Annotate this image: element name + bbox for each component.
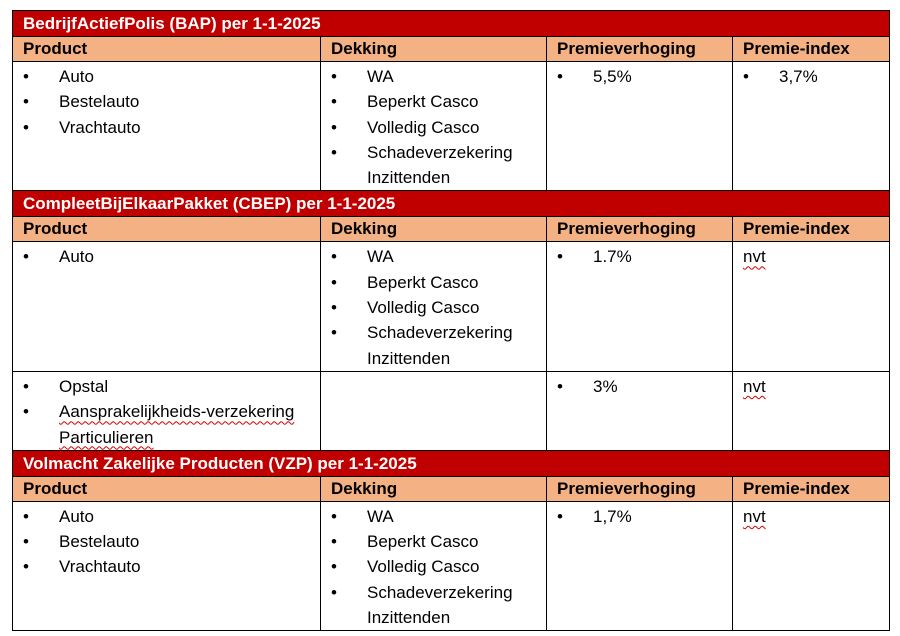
section-title-row: [13, 450, 890, 476]
product-cell: [13, 501, 321, 630]
col-header-premie-index: Premie-index: [733, 217, 890, 242]
dekking-cell: [321, 371, 547, 450]
dekking-cell: [321, 62, 547, 191]
product-item: • Auto: [13, 504, 316, 529]
dekking-cell: [321, 501, 547, 630]
column-header-row: [13, 37, 890, 62]
dekking-item: • Volledig Casco: [321, 295, 542, 320]
product-cell: [13, 62, 321, 191]
premieverhoging-cell: [547, 371, 733, 450]
dekking-cell: [321, 242, 547, 371]
premieverhoging-cell: [547, 242, 733, 371]
premieverhoging-value: • 1.7%: [547, 244, 728, 269]
table-row: [13, 501, 890, 630]
product-cell: [13, 371, 321, 450]
col-header-premie-index: Premie-index: [733, 37, 890, 62]
col-header-premieverhoging: Premieverhoging: [547, 217, 733, 242]
col-header-dekking: Dekking: [321, 217, 547, 242]
section-title: CompleetBijElkaarPakket (CBEP) per 1-1-2025: [13, 191, 890, 217]
section-title: Volmacht Zakelijke Producten (VZP) per 1-1-2025: [13, 450, 890, 476]
premieverhoging-cell: [547, 501, 733, 630]
dekking-item: • Beperkt Casco: [321, 270, 542, 295]
dekking-item: • Beperkt Casco: [321, 89, 542, 114]
premie-index-value: • 3,7%: [733, 64, 885, 89]
premieverhoging-value: • 1,7%: [547, 504, 728, 529]
premie-index-value: nvt: [743, 376, 766, 396]
dekking-item: • Volledig Casco: [321, 115, 542, 140]
dekking-item: • WA: [321, 244, 542, 269]
dekking-item: • Beperkt Casco: [321, 529, 542, 554]
dekking-item: • Schadeverzekering Inzittenden: [321, 140, 542, 191]
dekking-item: • Schadeverzekering Inzittenden: [321, 320, 542, 371]
table-row: [13, 62, 890, 191]
product-item: • Vrachtauto: [13, 115, 316, 140]
product-item: • Bestelauto: [13, 89, 316, 114]
premie-index-cell: [733, 371, 890, 450]
product-cell: [13, 242, 321, 371]
section-title: BedrijfActiefPolis (BAP) per 1-1-2025: [13, 11, 890, 37]
product-item: • Vrachtauto: [13, 554, 316, 579]
dekking-item: • WA: [321, 504, 542, 529]
dekking-item: • WA: [321, 64, 542, 89]
col-header-product: Product: [13, 37, 321, 62]
table-row: [13, 371, 890, 450]
dekking-item: • Volledig Casco: [321, 554, 542, 579]
premie-index-value: nvt: [743, 247, 766, 267]
col-header-premieverhoging: Premieverhoging: [547, 37, 733, 62]
premieverhoging-cell: [547, 62, 733, 191]
dekking-item: • Schadeverzekering Inzittenden: [321, 580, 542, 631]
premium-table: [12, 10, 890, 631]
product-item: • Bestelauto: [13, 529, 316, 554]
premieverhoging-value: • 5,5%: [547, 64, 728, 89]
premieverhoging-value: • 3%: [547, 374, 728, 399]
product-item: • Auto: [13, 244, 316, 269]
col-header-dekking: Dekking: [321, 476, 547, 501]
product-item: • Auto: [13, 64, 316, 89]
col-header-premieverhoging: Premieverhoging: [547, 476, 733, 501]
col-header-dekking: Dekking: [321, 37, 547, 62]
col-header-product: Product: [13, 476, 321, 501]
section-title-row: [13, 191, 890, 217]
product-item: [13, 399, 316, 450]
premie-index-cell: [733, 62, 890, 191]
section-title-row: [13, 11, 890, 37]
column-header-row: [13, 476, 890, 501]
product-item-text: Aansprakelijkheids-verzekering Particulieren: [59, 402, 295, 447]
column-header-row: [13, 217, 890, 242]
premie-index-cell: [733, 501, 890, 630]
col-header-premie-index: Premie-index: [733, 476, 890, 501]
product-item: • Opstal: [13, 374, 316, 399]
col-header-product: Product: [13, 217, 321, 242]
table-row: [13, 242, 890, 371]
premie-index-cell: [733, 242, 890, 371]
premie-index-value: nvt: [743, 506, 766, 526]
